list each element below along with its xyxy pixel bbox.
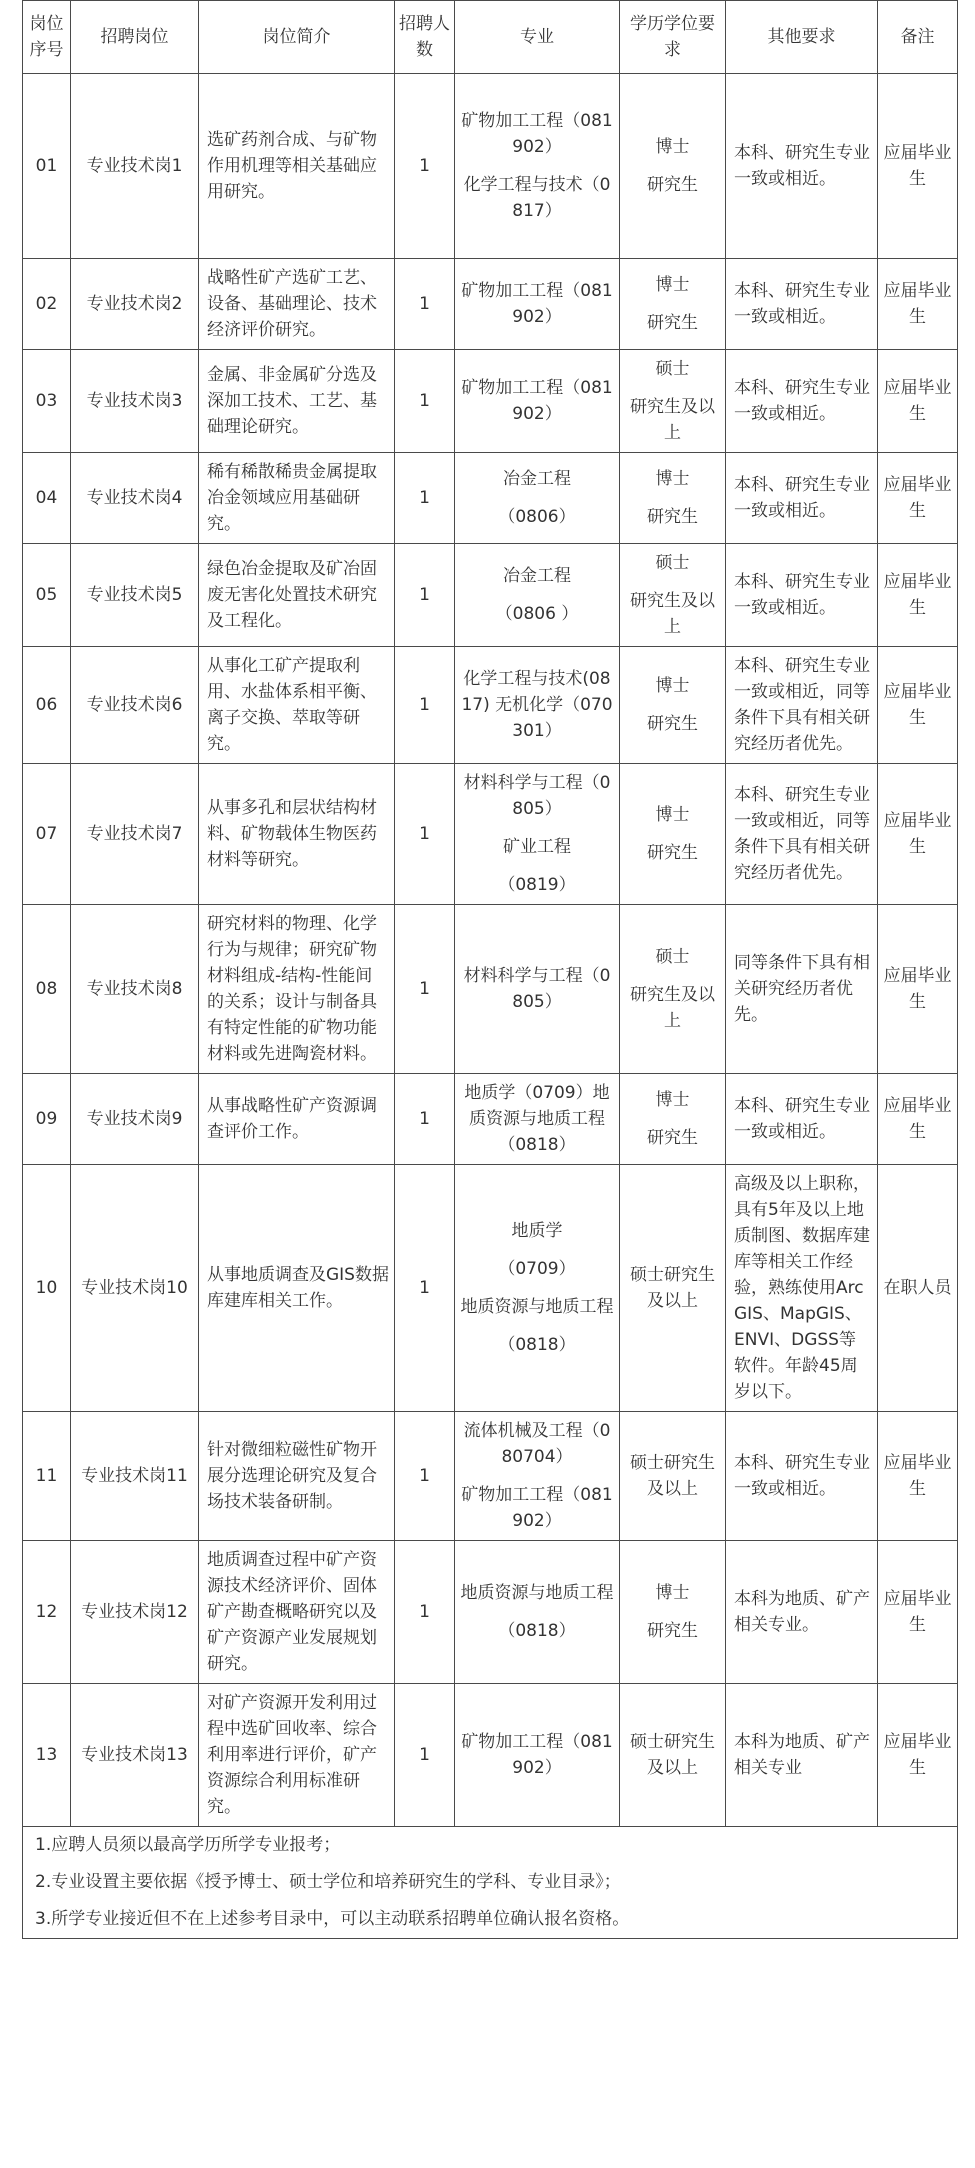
cell-major xyxy=(455,74,620,259)
edu-line: 研究生 xyxy=(647,843,698,863)
major-line: 矿物加工工程（081902） xyxy=(461,1732,613,1778)
cell-other: 本科、研究生专业一致或相近。 xyxy=(726,453,878,544)
edu-line: 研究生 xyxy=(647,1128,698,1148)
cell-remark: 在职人员 xyxy=(878,1165,958,1412)
cell-id: 08 xyxy=(23,905,71,1074)
edu-line: 研究生 xyxy=(647,1621,698,1641)
cell-brief: 战略性矿产选矿工艺、设备、基础理论、技术经济评价研究。 xyxy=(199,259,395,350)
cell-edu xyxy=(620,1412,726,1541)
major-line: 化学工程与技术(0817) 无机化学（070301） xyxy=(461,669,613,741)
major-line: （0818） xyxy=(498,1621,576,1641)
cell-other: 同等条件下具有相关研究经历者优先。 xyxy=(726,905,878,1074)
cell-major xyxy=(455,1684,620,1827)
cell-major xyxy=(455,259,620,350)
major-line: 化学工程与技术（0817） xyxy=(463,175,611,221)
edu-line: 研究生及以上 xyxy=(630,591,715,637)
cell-remark: 应届毕业生 xyxy=(878,453,958,544)
cell-other: 本科为地质、矿产相关专业 xyxy=(726,1684,878,1827)
table-row xyxy=(23,350,958,453)
cell-remark: 应届毕业生 xyxy=(878,1412,958,1541)
edu-line: 研究生及以上 xyxy=(630,985,715,1031)
recruitment-table xyxy=(22,0,958,1939)
table-row xyxy=(23,905,958,1074)
cell-id: 03 xyxy=(23,350,71,453)
cell-edu xyxy=(620,350,726,453)
major-line: 材料科学与工程（0805） xyxy=(463,966,611,1012)
edu-line: 博士 xyxy=(655,469,690,489)
cell-other: 本科、研究生专业一致或相近。 xyxy=(726,544,878,647)
footnote-row xyxy=(23,1864,958,1901)
cell-major xyxy=(455,1541,620,1684)
cell-id: 07 xyxy=(23,764,71,905)
major-line: 冶金工程 xyxy=(503,566,571,586)
cell-brief: 地质调查过程中矿产资源技术经济评价、固体矿产勘查概略研究以及矿产资源产业发展规划研究。 xyxy=(199,1541,395,1684)
cell-other: 本科、研究生专业一致或相近。 xyxy=(726,350,878,453)
major-line: 地质资源与地质工程 xyxy=(460,1583,614,1603)
major-line: 矿物加工工程（081902） xyxy=(461,281,613,327)
cell-edu xyxy=(620,453,726,544)
cell-id: 05 xyxy=(23,544,71,647)
cell-brief: 研究材料的物理、化学行为与规律；研究矿物材料组成-结构-性能间的关系；设计与制备具有特定性能的矿物功能材料或先进陶瓷材料。 xyxy=(199,905,395,1074)
cell-other: 本科、研究生专业一致或相近。 xyxy=(726,1412,878,1541)
cell-major xyxy=(455,1074,620,1165)
cell-remark: 应届毕业生 xyxy=(878,544,958,647)
cell-id: 04 xyxy=(23,453,71,544)
cell-brief: 稀有稀散稀贵金属提取冶金领域应用基础研究。 xyxy=(199,453,395,544)
cell-id: 12 xyxy=(23,1541,71,1684)
cell-post: 专业技术岗2 xyxy=(71,259,199,350)
cell-major xyxy=(455,544,620,647)
major-line: 材料科学与工程（0805） xyxy=(463,773,611,819)
header-row xyxy=(23,1,958,74)
header-remark: 备注 xyxy=(878,1,958,74)
major-line: 地质资源与地质工程 xyxy=(460,1297,614,1317)
cell-brief: 对矿产资源开发利用过程中选矿回收率、综合利用率进行评价，矿产资源综合利用标准研究。 xyxy=(199,1684,395,1827)
edu-line: 研究生 xyxy=(647,175,698,195)
table-row xyxy=(23,74,958,259)
cell-major xyxy=(455,905,620,1074)
footnote-row xyxy=(23,1827,958,1865)
edu-line: 博士 xyxy=(655,1583,690,1603)
edu-line: 硕士研究生及以上 xyxy=(630,1732,715,1778)
cell-post: 专业技术岗5 xyxy=(71,544,199,647)
cell-remark: 应届毕业生 xyxy=(878,1684,958,1827)
header-major: 专业 xyxy=(455,1,620,74)
header-edu: 学历学位要求 xyxy=(620,1,726,74)
header-id: 岗位序号 xyxy=(23,1,71,74)
cell-edu xyxy=(620,905,726,1074)
cell-brief: 针对微细粒磁性矿物开展分选理论研究及复合场技术装备研制。 xyxy=(199,1412,395,1541)
cell-other: 本科、研究生专业一致或相近。 xyxy=(726,74,878,259)
cell-post: 专业技术岗1 xyxy=(71,74,199,259)
header-other: 其他要求 xyxy=(726,1,878,74)
cell-id: 11 xyxy=(23,1412,71,1541)
edu-line: 博士 xyxy=(655,275,690,295)
cell-post: 专业技术岗10 xyxy=(71,1165,199,1412)
cell-edu xyxy=(620,764,726,905)
cell-remark: 应届毕业生 xyxy=(878,259,958,350)
table-row xyxy=(23,1412,958,1541)
cell-remark: 应届毕业生 xyxy=(878,764,958,905)
edu-line: 博士 xyxy=(655,676,690,696)
cell-brief: 从事战略性矿产资源调查评价工作。 xyxy=(199,1074,395,1165)
major-line: （0806 ） xyxy=(495,604,579,624)
table-row xyxy=(23,1165,958,1412)
cell-edu xyxy=(620,259,726,350)
cell-other: 本科为地质、矿产相关专业。 xyxy=(726,1541,878,1684)
footnote-text: 1.应聘人员须以最高学历所学专业报考； xyxy=(23,1827,958,1865)
cell-id: 02 xyxy=(23,259,71,350)
cell-brief: 金属、非金属矿分选及深加工技术、工艺、基础理论研究。 xyxy=(199,350,395,453)
cell-edu xyxy=(620,1541,726,1684)
cell-edu xyxy=(620,1684,726,1827)
cell-remark: 应届毕业生 xyxy=(878,1541,958,1684)
cell-id: 10 xyxy=(23,1165,71,1412)
cell-edu xyxy=(620,1165,726,1412)
cell-count: 1 xyxy=(395,544,455,647)
cell-remark: 应届毕业生 xyxy=(878,1074,958,1165)
cell-post: 专业技术岗9 xyxy=(71,1074,199,1165)
cell-count: 1 xyxy=(395,905,455,1074)
major-line: 冶金工程 xyxy=(503,469,571,489)
footnote-text: 2.专业设置主要依据《授予博士、硕士学位和培养研究生的学科、专业目录》； xyxy=(23,1864,958,1901)
cell-brief: 绿色冶金提取及矿冶固废无害化处置技术研究及工程化。 xyxy=(199,544,395,647)
table-row xyxy=(23,647,958,764)
header-post: 招聘岗位 xyxy=(71,1,199,74)
cell-brief: 从事多孔和层状结构材料、矿物载体生物医药材料等研究。 xyxy=(199,764,395,905)
cell-post: 专业技术岗12 xyxy=(71,1541,199,1684)
cell-remark: 应届毕业生 xyxy=(878,647,958,764)
cell-major xyxy=(455,453,620,544)
table-row xyxy=(23,544,958,647)
footnote-row xyxy=(23,1901,958,1939)
table-row xyxy=(23,1541,958,1684)
cell-post: 专业技术岗6 xyxy=(71,647,199,764)
cell-post: 专业技术岗7 xyxy=(71,764,199,905)
cell-edu xyxy=(620,647,726,764)
edu-line: 博士 xyxy=(655,805,690,825)
edu-line: 研究生 xyxy=(647,507,698,527)
major-line: 矿物加工工程（081902） xyxy=(461,378,613,424)
cell-remark: 应届毕业生 xyxy=(878,350,958,453)
cell-post: 专业技术岗3 xyxy=(71,350,199,453)
cell-post: 专业技术岗4 xyxy=(71,453,199,544)
cell-count: 1 xyxy=(395,764,455,905)
edu-line: 硕士研究生及以上 xyxy=(630,1453,715,1499)
table-row xyxy=(23,1074,958,1165)
major-line: （0818） xyxy=(498,1335,576,1355)
major-line: 矿业工程 xyxy=(503,837,571,857)
cell-other: 本科、研究生专业一致或相近。 xyxy=(726,259,878,350)
cell-brief: 从事地质调查及GIS数据库建库相关工作。 xyxy=(199,1165,395,1412)
major-line: 地质学（0709）地质资源与地质工程（0818） xyxy=(464,1083,610,1155)
cell-post: 专业技术岗8 xyxy=(71,905,199,1074)
cell-remark: 应届毕业生 xyxy=(878,74,958,259)
cell-count: 1 xyxy=(395,647,455,764)
cell-count: 1 xyxy=(395,1074,455,1165)
edu-line: 研究生 xyxy=(647,313,698,333)
edu-line: 博士 xyxy=(655,137,690,157)
table-row xyxy=(23,764,958,905)
edu-line: 硕士 xyxy=(655,947,690,967)
cell-other: 本科、研究生专业一致或相近。 xyxy=(726,1074,878,1165)
major-line: 流体机械及工程（080704） xyxy=(463,1421,611,1467)
header-count: 招聘人数 xyxy=(395,1,455,74)
cell-other: 本科、研究生专业一致或相近，同等条件下具有相关研究经历者优先。 xyxy=(726,647,878,764)
cell-brief: 选矿药剂合成、与矿物作用机理等相关基础应用研究。 xyxy=(199,74,395,259)
cell-id: 06 xyxy=(23,647,71,764)
cell-major xyxy=(455,1412,620,1541)
table-row xyxy=(23,1684,958,1827)
cell-count: 1 xyxy=(395,1412,455,1541)
cell-count: 1 xyxy=(395,259,455,350)
cell-remark: 应届毕业生 xyxy=(878,905,958,1074)
cell-count: 1 xyxy=(395,350,455,453)
edu-line: 研究生 xyxy=(647,714,698,734)
cell-edu xyxy=(620,1074,726,1165)
cell-post: 专业技术岗13 xyxy=(71,1684,199,1827)
cell-major xyxy=(455,1165,620,1412)
table-row xyxy=(23,453,958,544)
footnote-text: 3.所学专业接近但不在上述参考目录中，可以主动联系招聘单位确认报名资格。 xyxy=(23,1901,958,1939)
cell-other: 高级及以上职称，具有5年及以上地质制图、数据库建库等相关工作经验，熟练使用ArcGIS、MapGIS、ENVI、DGSS等软件。年龄45周岁以下。 xyxy=(726,1165,878,1412)
cell-brief: 从事化工矿产提取利用、水盐体系相平衡、离子交换、萃取等研究。 xyxy=(199,647,395,764)
cell-other: 本科、研究生专业一致或相近，同等条件下具有相关研究经历者优先。 xyxy=(726,764,878,905)
cell-count: 1 xyxy=(395,74,455,259)
cell-edu xyxy=(620,544,726,647)
major-line: 地质学 xyxy=(511,1221,563,1241)
cell-edu xyxy=(620,74,726,259)
cell-count: 1 xyxy=(395,1541,455,1684)
edu-line: 硕士研究生及以上 xyxy=(630,1265,715,1311)
major-line: 矿物加工工程（081902） xyxy=(461,111,613,157)
edu-line: 硕士 xyxy=(655,359,690,379)
header-brief: 岗位简介 xyxy=(199,1,395,74)
cell-major xyxy=(455,764,620,905)
major-line: （0806） xyxy=(498,507,576,527)
cell-count: 1 xyxy=(395,1684,455,1827)
cell-id: 01 xyxy=(23,74,71,259)
cell-major xyxy=(455,350,620,453)
cell-id: 13 xyxy=(23,1684,71,1827)
edu-line: 博士 xyxy=(655,1090,690,1110)
cell-count: 1 xyxy=(395,453,455,544)
cell-major xyxy=(455,647,620,764)
cell-id: 09 xyxy=(23,1074,71,1165)
cell-count: 1 xyxy=(395,1165,455,1412)
major-line: 矿物加工工程（081902） xyxy=(461,1485,613,1531)
major-line: （0709） xyxy=(498,1259,576,1279)
edu-line: 硕士 xyxy=(655,553,690,573)
edu-line: 研究生及以上 xyxy=(630,397,715,443)
table-row xyxy=(23,259,958,350)
major-line: （0819） xyxy=(498,875,576,895)
cell-post: 专业技术岗11 xyxy=(71,1412,199,1541)
